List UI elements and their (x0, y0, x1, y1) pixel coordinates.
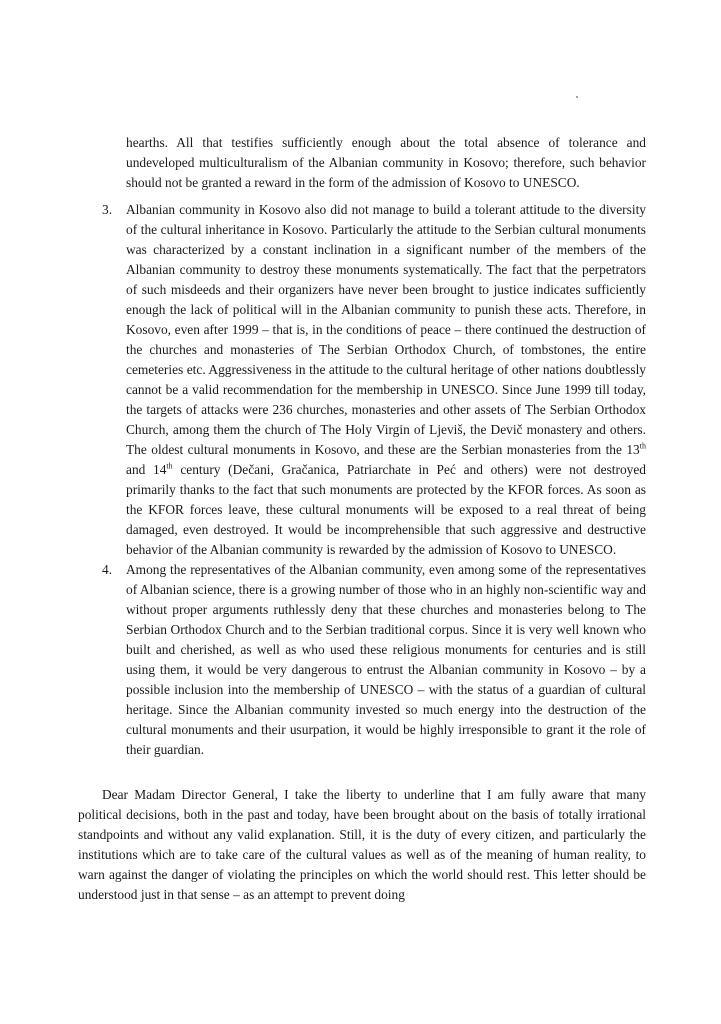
list-item-text-part: century (Dečani, Gračanica, Patriarchate in Peć and others) were not destroyed primarily thanks to the fact that such monuments are protected by the KFOR forces. As soon as the KFOR forces leave, these cultural monuments will be exposed to a real threat of being damaged, even destroyed. It would be incomprehensible that such aggressive and destructive behavior of the Albanian community is rewarded by the admission of Kosovo to UNESCO. (126, 462, 646, 557)
superscript: th (166, 461, 173, 471)
list-number: 4. (102, 562, 113, 577)
list-item-text: Among the representatives of the Albanian community, even among some of the representatives of Albanian science, there is a growing number of those who in an highly non-scientific way and without proper arguments ruthlessly deny that these churches and monasteries belong to The Serbian Orthodox Church and to the Serbian traditional corpus. Since it is very well known who built and cherished, as well as who used these religious monuments for centuries and is still using them, it would be very dangerous to entrust the Albanian community in Kosovo – by a possible inclusion into the membership of UNESCO – with the status of a guardian of cultural heritage. Since the Albanian community invested so much energy into the destruction of the cultural monuments and their usurpation, it would be highly irresponsible to grant it the role of their guardian. (126, 562, 646, 757)
list-item-text-part: and 14 (126, 462, 167, 477)
numbered-list (102, 200, 646, 760)
superscript: th (639, 441, 646, 451)
paragraph-continuation: hearths. All that testifies sufficiently enough about the total absence of tolerance and undeveloped multiculturalism of the Albanian community in Kosovo; therefore, such behavior should not be granted a reward in the form of the admission of Kosovo to UNESCO. (126, 135, 646, 191)
list-number: 3. (102, 202, 113, 217)
list-item-text (126, 202, 646, 557)
scan-speck (576, 96, 578, 98)
list-item-4 (102, 560, 646, 760)
closing-paragraph: Dear Madam Director General, I take the liberty to underline that I am fully aware that many political decisions, both in the past and today, have been brought about on the basis of totally irrational standpoints and without any valid explanation. Still, it is the duty of every citizen, and particularly the institutions which are to take care of the cultural values as well as of the meaning of human reality, to warn against the danger of violating the principles on which the world should rest. This letter should be understood just in that sense – as an attempt to prevent doing (78, 787, 646, 903)
list-item-text-part: Albanian community in Kosovo also did not manage to build a tolerant attitude to the diversity of the cultural inheritance in Kosovo. Particularly the attitude to the Serbian cultural monuments was characterized by a constant inclination in a significant number of the members of the Albanian community to destroy these monuments systematically. The fact that the perpetrators of such misdeeds and their organizers have never been brought to justice indicates sufficiently enough the lack of political will in the Albanian community to punish these acts. Therefore, in Kosovo, even after 1999 – that is, in the conditions of peace – there continued the destruction of the churches and monasteries of The Serbian Orthodox Church, of tombstones, the entire cemeteries etc. Aggressiveness in the attitude to the cultural heritage of other nations doubtlessly cannot be a valid recommendation for the membership in UNESCO. Since June 1999 till today, the targets of attacks were 236 churches, monasteries and other assets of The Serbian Orthodox Church, among them the church of The Holy Virgin of Ljeviš, the Devič monastery and others. The oldest cultural monuments in Kosovo, and these are the Serbian monasteries from the 13 (126, 202, 646, 457)
list-item-3 (102, 200, 646, 560)
